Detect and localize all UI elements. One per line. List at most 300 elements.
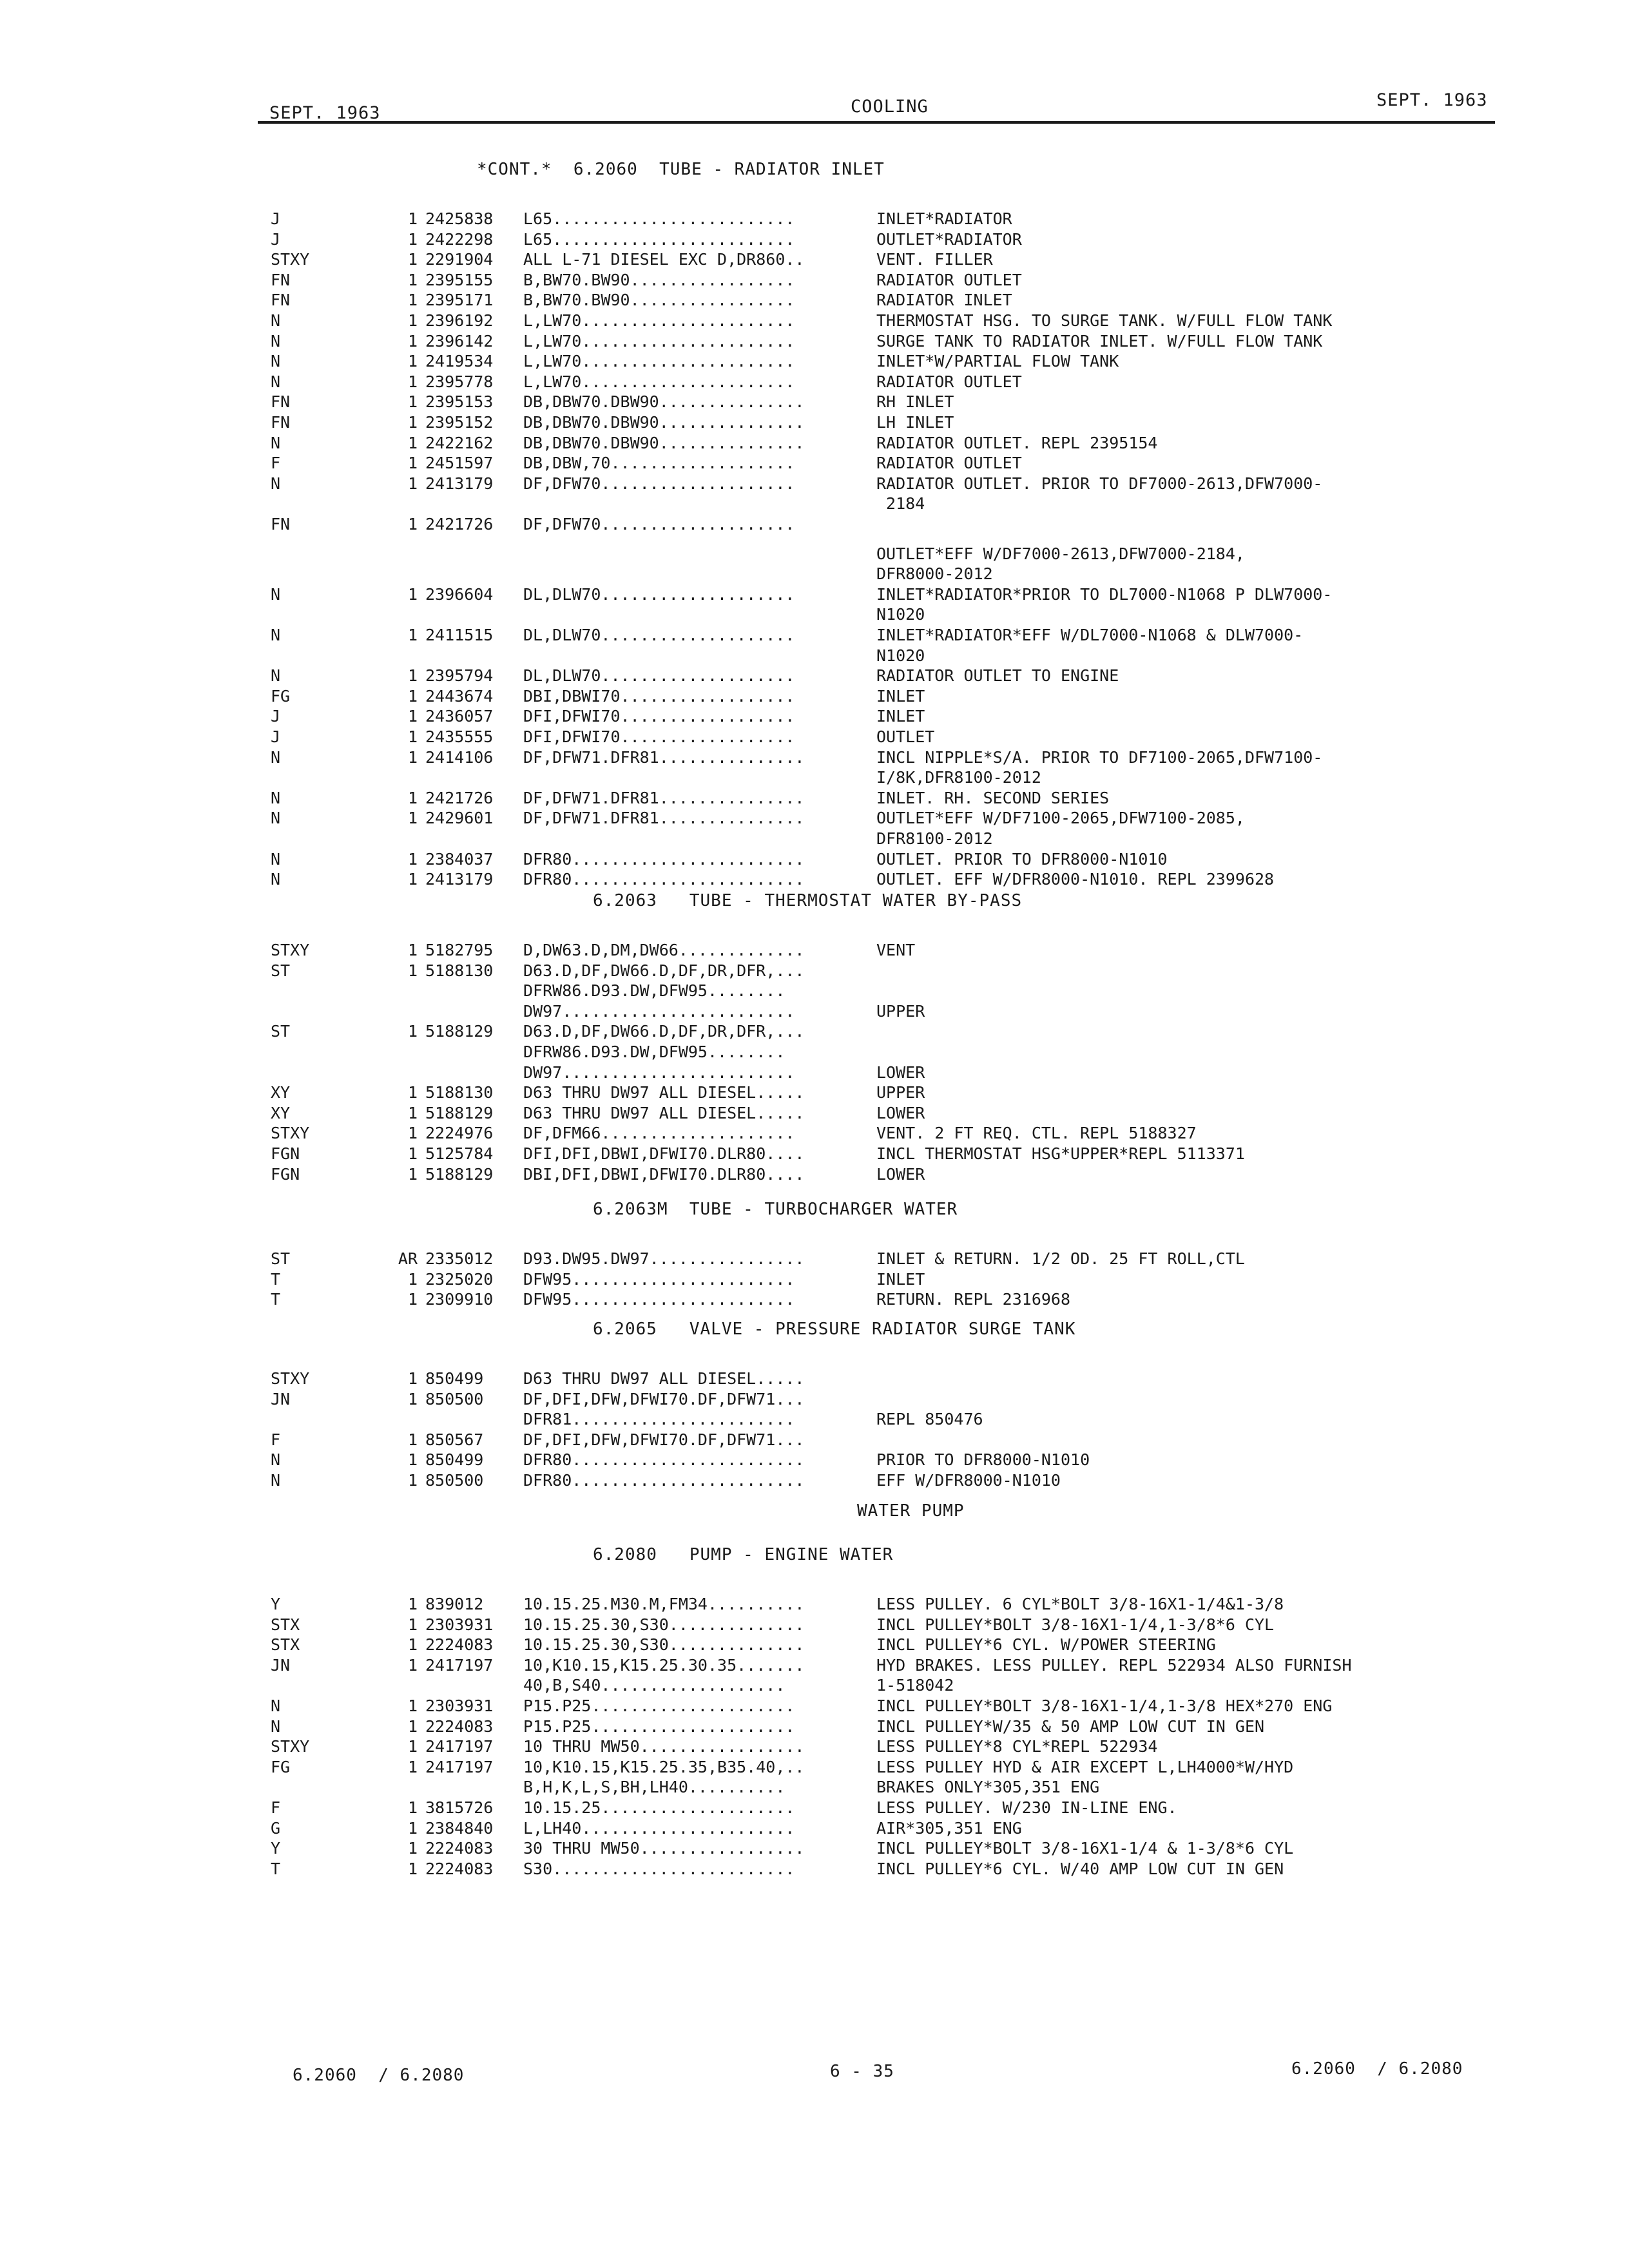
- part-number: 2309910: [425, 1290, 494, 1309]
- part-number: 2224083: [425, 1859, 494, 1878]
- table-row: [0, 829, 1629, 849]
- description: SURGE TANK TO RADIATOR INLET. W/FULL FLOW TANK: [876, 331, 1323, 351]
- part-number: 2303931: [425, 1696, 494, 1715]
- application: DF,DFW71.DFR81...............: [523, 809, 805, 828]
- description: 1-518042: [876, 1676, 954, 1695]
- description: OUTLET. EFF W/DFR8000-N1010. REPL 2399628: [876, 870, 1275, 889]
- table-row: [0, 1696, 1629, 1716]
- quantity: 1: [407, 1450, 418, 1470]
- model-code: F: [271, 454, 281, 473]
- model-code: N: [271, 788, 281, 807]
- section-title: 6.2063M TUBE - TURBOCHARGER WATER: [593, 1200, 958, 1219]
- quantity: 1: [407, 291, 418, 310]
- quantity: 1: [407, 1389, 418, 1408]
- table-row: [0, 1043, 1629, 1062]
- application: DB,DBW70.DBW90...............: [523, 433, 805, 452]
- header-rule: [258, 121, 1495, 124]
- application: DFI,DFWI70..................: [523, 707, 795, 726]
- description: OUTLET*EFF W/DF7100-2065,DFW7100-2085,: [876, 809, 1245, 828]
- table-row: [0, 1656, 1629, 1675]
- part-number: 5188129: [425, 1103, 494, 1122]
- part-number: 2417197: [425, 1757, 494, 1776]
- model-code: T: [271, 1290, 281, 1309]
- footer-center: 6 - 35: [830, 2062, 894, 2081]
- table-row: [0, 1063, 1629, 1082]
- description: LESS PULLEY. W/230 IN-LINE ENG.: [876, 1798, 1177, 1817]
- table-row: [0, 727, 1629, 747]
- quantity: 1: [407, 870, 418, 889]
- section-title: 6.2063 TUBE - THERMOSTAT WATER BY-PASS: [593, 891, 1023, 910]
- description: VENT: [876, 941, 916, 959]
- application: 10.15.25.30,S30..............: [523, 1635, 805, 1655]
- description: UPPER: [876, 1001, 925, 1021]
- application: DL,DLW70....................: [523, 626, 795, 644]
- quantity: 1: [407, 1083, 418, 1102]
- model-code: STX: [271, 1615, 300, 1634]
- quantity: 1: [407, 1655, 418, 1675]
- table-row: [0, 250, 1629, 269]
- part-number: 2224083: [425, 1716, 494, 1736]
- part-number: 2396192: [425, 311, 494, 330]
- table-row: [0, 605, 1629, 624]
- application: DB,DBW70.DBW90...............: [523, 392, 805, 412]
- model-code: N: [271, 331, 281, 351]
- quantity: 1: [407, 1818, 418, 1838]
- table-row: [0, 1595, 1629, 1614]
- description: INLET: [876, 1269, 925, 1289]
- application: 30 THRU MW50.................: [523, 1839, 805, 1858]
- application: L,LW70......................: [523, 311, 795, 330]
- table-row: [0, 1104, 1629, 1123]
- quantity: 1: [407, 1757, 418, 1776]
- part-number: 2224976: [425, 1124, 494, 1143]
- part-number: 2429601: [425, 809, 494, 828]
- application: L,LW70......................: [523, 352, 795, 371]
- application: B,BW70.BW90.................: [523, 291, 795, 310]
- part-number: 2395153: [425, 392, 494, 412]
- table-row: [0, 434, 1629, 453]
- application: D63 THRU DW97 ALL DIESEL.....: [523, 1083, 805, 1102]
- application: DL,DLW70....................: [523, 584, 795, 604]
- model-code: FG: [271, 1757, 291, 1776]
- description: N1020: [876, 605, 925, 624]
- description: 2184: [876, 494, 925, 514]
- model-code: Y: [271, 1839, 281, 1858]
- model-code: N: [271, 1471, 281, 1490]
- model-code: N: [271, 584, 281, 604]
- application: DFI,DFWI70..................: [523, 727, 795, 746]
- application: DW97........................: [523, 1001, 795, 1021]
- part-number: 2421726: [425, 515, 494, 533]
- description: DFR8100-2012: [876, 829, 993, 848]
- part-number: 2224083: [425, 1635, 494, 1655]
- table-row: [0, 271, 1629, 290]
- description: I/8K,DFR8100-2012: [876, 768, 1041, 787]
- description: RH INLET: [876, 392, 954, 412]
- quantity: 1: [407, 1798, 418, 1817]
- description: INCL PULLEY*6 CYL. W/40 AMP LOW CUT IN GEN: [876, 1859, 1284, 1878]
- table-row: [0, 1737, 1629, 1756]
- description: INCL PULLEY*W/35 & 50 AMP LOW CUT IN GEN: [876, 1716, 1265, 1736]
- description: INCL THERMOSTAT HSG*UPPER*REPL 5113371: [876, 1144, 1245, 1163]
- application: L,LH40......................: [523, 1818, 795, 1838]
- table-row: [0, 981, 1629, 1001]
- application: D,DW63.D,DM,DW66.............: [523, 941, 805, 959]
- model-code: STXY: [271, 1369, 310, 1388]
- model-code: F: [271, 1430, 281, 1449]
- quantity: 1: [407, 1103, 418, 1122]
- description: INCL PULLEY*BOLT 3/8-16X1-1/4,1-3/8*6 CYL: [876, 1615, 1275, 1634]
- model-code: FN: [271, 291, 291, 310]
- quantity: 1: [407, 413, 418, 432]
- description: RADIATOR OUTLET: [876, 454, 1022, 473]
- application: 40,B,S40...................: [523, 1676, 786, 1695]
- application: DB,DBW70.DBW90...............: [523, 413, 805, 432]
- table-row: [0, 666, 1629, 686]
- description: INLET*RADIATOR*PRIOR TO DL7000-N1068 P DLW7000-: [876, 584, 1333, 604]
- model-code: T: [271, 1269, 281, 1289]
- quantity: 1: [407, 1124, 418, 1143]
- model-code: N: [271, 433, 281, 452]
- table-row: [0, 372, 1629, 392]
- application: DFR80........................: [523, 1450, 805, 1470]
- quantity: 1: [407, 372, 418, 391]
- table-row: [0, 1410, 1629, 1429]
- quantity: 1: [407, 515, 418, 533]
- table-row: [0, 961, 1629, 981]
- quantity: 1: [407, 584, 418, 604]
- model-code: N: [271, 849, 281, 869]
- table-row: [0, 768, 1629, 787]
- table-row: [0, 1124, 1629, 1143]
- table-row: [0, 564, 1629, 584]
- part-number: 3815726: [425, 1798, 494, 1817]
- model-code: N: [271, 666, 281, 686]
- quantity: 1: [407, 626, 418, 644]
- part-number: 2291904: [425, 250, 494, 269]
- quantity: 1: [407, 1635, 418, 1655]
- quantity: 1: [407, 331, 418, 351]
- model-code: N: [271, 1696, 281, 1715]
- table-row: [0, 1717, 1629, 1736]
- application: DFRW86.D93.DW,DFW95........: [523, 1043, 786, 1061]
- table-row: [0, 585, 1629, 604]
- description: RADIATOR OUTLET: [876, 372, 1022, 391]
- quantity: 1: [407, 250, 418, 269]
- part-number: 5188129: [425, 1022, 494, 1041]
- model-code: STXY: [271, 941, 310, 959]
- table-row: [0, 1270, 1629, 1289]
- quantity: 1: [407, 1615, 418, 1634]
- description: REPL 850476: [876, 1410, 983, 1429]
- table-row: [0, 474, 1629, 494]
- part-number: 2384037: [425, 849, 494, 869]
- quantity: 1: [407, 1290, 418, 1309]
- part-number: 2384840: [425, 1818, 494, 1838]
- quantity: 1: [407, 809, 418, 828]
- table-row: [0, 850, 1629, 869]
- part-number: 2396604: [425, 584, 494, 604]
- footer-right: 6.2060 / 6.2080: [1291, 2059, 1463, 2079]
- part-number: 2443674: [425, 686, 494, 706]
- model-code: N: [271, 311, 281, 330]
- table-row: [0, 809, 1629, 828]
- application: L,LW70......................: [523, 372, 795, 391]
- application: 10.15.25....................: [523, 1798, 795, 1817]
- section-title: 6.2065 VALVE - PRESSURE RADIATOR SURGE TANK: [593, 1320, 1076, 1339]
- table-row: [0, 1778, 1629, 1797]
- table-row: [0, 1635, 1629, 1655]
- description: LOWER: [876, 1164, 925, 1184]
- application: B,BW70.BW90.................: [523, 270, 795, 289]
- description: VENT. 2 FT REQ. CTL. REPL 5188327: [876, 1124, 1197, 1143]
- part-number: 2413179: [425, 870, 494, 889]
- application: DF,DFI,DFW,DFWI70.DF,DFW71...: [523, 1430, 805, 1449]
- application: 10.15.25.M30.M,FM34..........: [523, 1595, 805, 1613]
- table-row: [0, 870, 1629, 889]
- description: INLET & RETURN. 1/2 OD. 25 FT ROLL,CTL: [876, 1249, 1245, 1268]
- group-heading: WATER PUMP: [857, 1501, 965, 1521]
- quantity: 1: [407, 961, 418, 980]
- table-row: [0, 311, 1629, 331]
- description: RADIATOR INLET: [876, 291, 1012, 310]
- description: RADIATOR OUTLET TO ENGINE: [876, 666, 1119, 686]
- description: DFR8000-2012: [876, 564, 993, 584]
- description: INCL PULLEY*BOLT 3/8-16X1-1/4,1-3/8 HEX*270 ENG: [876, 1696, 1333, 1715]
- description: INLET: [876, 686, 925, 706]
- table-row: [0, 392, 1629, 412]
- description: LOWER: [876, 1062, 925, 1082]
- description: INCL NIPPLE*S/A. PRIOR TO DF7100-2065,DFW7100-: [876, 747, 1323, 767]
- table-row: [0, 707, 1629, 726]
- description: LESS PULLEY HYD & AIR EXCEPT L,LH4000*W/HYD: [876, 1757, 1294, 1776]
- model-code: N: [271, 352, 281, 371]
- quantity: 1: [407, 352, 418, 371]
- description: LOWER: [876, 1103, 925, 1122]
- application: DF,DFW71.DFR81...............: [523, 747, 805, 767]
- description: RETURN. REPL 2316968: [876, 1290, 1071, 1309]
- table-row: [0, 1002, 1629, 1021]
- part-number: 5188129: [425, 1164, 494, 1184]
- table-row: [0, 1022, 1629, 1041]
- description: RADIATOR OUTLET: [876, 270, 1022, 289]
- quantity: 1: [407, 707, 418, 726]
- part-number: 2417197: [425, 1655, 494, 1675]
- table-row: [0, 352, 1629, 371]
- application: P15.P25.....................: [523, 1696, 795, 1715]
- description: INCL PULLEY*BOLT 3/8-16X1-1/4 & 1-3/8*6 CYL: [876, 1839, 1294, 1858]
- model-code: T: [271, 1859, 281, 1878]
- description: OUTLET*RADIATOR: [876, 229, 1022, 249]
- model-code: N: [271, 372, 281, 391]
- quantity: 1: [407, 1369, 418, 1388]
- application: S30.........................: [523, 1859, 795, 1878]
- part-number: 2395794: [425, 666, 494, 686]
- part-number: 2335012: [425, 1249, 494, 1268]
- table-row: [0, 1471, 1629, 1490]
- quantity: 1: [407, 727, 418, 746]
- part-number: 850567: [425, 1430, 484, 1449]
- description: THERMOSTAT HSG. TO SURGE TANK. W/FULL FLOW TANK: [876, 311, 1333, 330]
- model-code: FN: [271, 515, 291, 533]
- part-number: 2395155: [425, 270, 494, 289]
- quantity: 1: [407, 209, 418, 228]
- model-code: N: [271, 1450, 281, 1470]
- quantity: 1: [407, 392, 418, 412]
- model-code: JN: [271, 1655, 291, 1675]
- table-row: [0, 515, 1629, 534]
- quantity: 1: [407, 747, 418, 767]
- model-code: JN: [271, 1389, 291, 1408]
- table-row: [0, 1819, 1629, 1838]
- description: OUTLET*EFF W/DF7000-2613,DFW7000-2184,: [876, 544, 1245, 563]
- part-number: 2396142: [425, 331, 494, 351]
- part-number: 2451597: [425, 454, 494, 473]
- quantity: 1: [407, 229, 418, 249]
- model-code: G: [271, 1818, 281, 1838]
- application: DFI,DFI,DBWI,DFWI70.DLR80....: [523, 1144, 805, 1163]
- application: 10,K10.15,K15.25.30.35.......: [523, 1655, 805, 1675]
- quantity: 1: [407, 1859, 418, 1878]
- application: DF,DFI,DFW,DFWI70.DF,DFW71...: [523, 1389, 805, 1408]
- application: DL,DLW70....................: [523, 666, 795, 686]
- model-code: FN: [271, 413, 291, 432]
- part-number: 2413179: [425, 474, 494, 493]
- application: DFW95.......................: [523, 1269, 795, 1289]
- table-row: [0, 291, 1629, 310]
- quantity: 1: [407, 666, 418, 686]
- quantity: 1: [407, 474, 418, 493]
- table-row: [0, 1249, 1629, 1269]
- part-number: 2436057: [425, 707, 494, 726]
- table-row: [0, 1083, 1629, 1102]
- table-row: [0, 454, 1629, 473]
- part-number: 2414106: [425, 747, 494, 767]
- description: UPPER: [876, 1083, 925, 1102]
- table-row: [0, 1798, 1629, 1818]
- quantity: 1: [407, 1022, 418, 1041]
- model-code: STX: [271, 1635, 300, 1655]
- part-number: 2325020: [425, 1269, 494, 1289]
- quantity: 1: [407, 1269, 418, 1289]
- quantity: 1: [407, 1737, 418, 1756]
- description: HYD BRAKES. LESS PULLEY. REPL 522934 ALSO FURNISH: [876, 1655, 1352, 1675]
- part-number: 2303931: [425, 1615, 494, 1634]
- description: INLET: [876, 707, 925, 726]
- application: DF,DFW70....................: [523, 474, 795, 493]
- part-number: 5188130: [425, 1083, 494, 1102]
- header-right: SEPT. 1963: [1376, 90, 1488, 110]
- model-code: XY: [271, 1103, 291, 1122]
- table-row: [0, 1369, 1629, 1389]
- model-code: J: [271, 209, 281, 228]
- part-number: 850500: [425, 1471, 484, 1490]
- application: DBI,DBWI70..................: [523, 686, 795, 706]
- description: N1020: [876, 646, 925, 665]
- quantity: 1: [407, 1696, 418, 1715]
- model-code: ST: [271, 961, 291, 980]
- part-number: 839012: [425, 1595, 484, 1613]
- description: PRIOR TO DFR8000-N1010: [876, 1450, 1090, 1470]
- model-code: STXY: [271, 1124, 310, 1143]
- part-number: 2421726: [425, 788, 494, 807]
- description: EFF W/DFR8000-N1010: [876, 1471, 1061, 1490]
- quantity: 1: [407, 1430, 418, 1449]
- part-number: 2395778: [425, 372, 494, 391]
- quantity: 1: [407, 1471, 418, 1490]
- table-row: [0, 941, 1629, 960]
- description: INLET. RH. SECOND SERIES: [876, 788, 1110, 807]
- table-row: [0, 1290, 1629, 1309]
- model-code: N: [271, 474, 281, 493]
- application: 10.15.25.30,S30..............: [523, 1615, 805, 1634]
- table-row: [0, 1676, 1629, 1695]
- table-row: [0, 230, 1629, 249]
- footer-left: 6.2060 / 6.2080: [293, 2066, 465, 2085]
- description: INCL PULLEY*6 CYL. W/POWER STEERING: [876, 1635, 1216, 1655]
- application: DF,DFW71.DFR81...............: [523, 788, 805, 807]
- application: DFRW86.D93.DW,DFW95........: [523, 981, 786, 1001]
- application: P15.P25.....................: [523, 1716, 795, 1736]
- application: DF,DFM66....................: [523, 1124, 795, 1143]
- quantity: 1: [407, 270, 418, 289]
- application: D63.D,DF,DW66.D,DF,DR,DFR,...: [523, 1022, 805, 1041]
- description: OUTLET: [876, 727, 935, 746]
- quantity: 1: [407, 433, 418, 452]
- model-code: F: [271, 1798, 281, 1817]
- description: INLET*W/PARTIAL FLOW TANK: [876, 352, 1119, 371]
- model-code: N: [271, 747, 281, 767]
- application: ALL L-71 DIESEL EXC D,DR860..: [523, 250, 805, 269]
- model-code: J: [271, 727, 281, 746]
- description: RADIATOR OUTLET. PRIOR TO DF7000-2613,DFW7000-: [876, 474, 1323, 493]
- application: D63.D,DF,DW66.D,DF,DR,DFR,...: [523, 961, 805, 980]
- description: LH INLET: [876, 413, 954, 432]
- application: DFR80........................: [523, 1471, 805, 1490]
- model-code: STXY: [271, 250, 310, 269]
- description: VENT. FILLER: [876, 250, 993, 269]
- application: L65.........................: [523, 229, 795, 249]
- quantity: 1: [407, 1716, 418, 1736]
- quantity: 1: [407, 311, 418, 330]
- application: DFR80........................: [523, 870, 805, 889]
- model-code: J: [271, 229, 281, 249]
- description: AIR*305,351 ENG: [876, 1818, 1022, 1838]
- model-code: N: [271, 870, 281, 889]
- table-row: [0, 687, 1629, 706]
- description: INLET*RADIATOR: [876, 209, 1012, 228]
- application: 10 THRU MW50.................: [523, 1737, 805, 1756]
- table-row: [0, 209, 1629, 229]
- table-row: [0, 1860, 1629, 1879]
- part-number: 2417197: [425, 1737, 494, 1756]
- table-row: [0, 1615, 1629, 1635]
- application: D63 THRU DW97 ALL DIESEL.....: [523, 1103, 805, 1122]
- table-row: [0, 544, 1629, 564]
- model-code: N: [271, 1716, 281, 1736]
- model-code: N: [271, 809, 281, 828]
- application: DFR80........................: [523, 849, 805, 869]
- application: DFW95.......................: [523, 1290, 795, 1309]
- application: DW97........................: [523, 1062, 795, 1082]
- description: INLET*RADIATOR*EFF W/DL7000-N1068 & DLW7000-: [876, 626, 1304, 644]
- table-row: [0, 646, 1629, 666]
- model-code: XY: [271, 1083, 291, 1102]
- model-code: FN: [271, 270, 291, 289]
- quantity: 1: [407, 1164, 418, 1184]
- model-code: FN: [271, 392, 291, 412]
- part-number: 2425838: [425, 209, 494, 228]
